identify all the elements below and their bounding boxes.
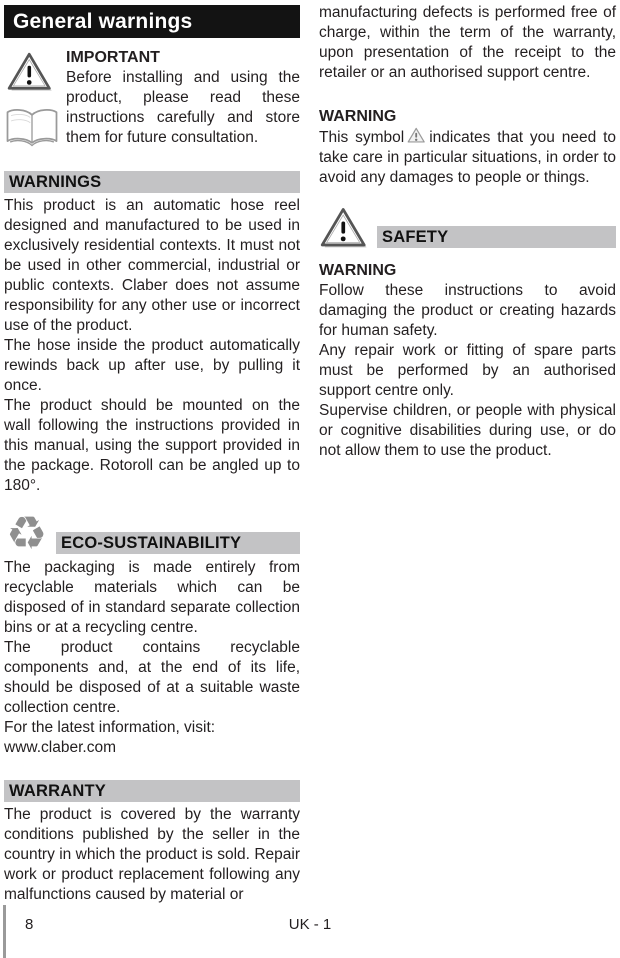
footer-language-code: UK - 1 [288,916,332,933]
claber-url: www.claber.com [4,739,116,756]
important-icons [4,48,66,150]
important-section [4,48,300,150]
symbol-warning-heading: WARNING [319,108,397,125]
safety-body [319,281,616,461]
warranty-continued: manufacturing defects is performed free of charge, within the term of the warranty, upon presentation of the receipt to the retailer or an authorised support centre. [319,4,616,81]
safety-section-header [319,205,616,251]
left-column [4,0,300,905]
important-heading: IMPORTANT [66,49,160,66]
symbol-warning-before: This symbol [319,129,405,146]
warnings-paragraph: The product should be mounted on the wall following the instructions provided in this manual, using the support provided in the package. Rotoroll can be angled up to 180°. [4,397,300,494]
recycle-icon: ♻ [6,507,48,559]
symbol-warning-body [319,127,616,188]
safety-paragraph: Supervise children, or people with physical or cognitive disabilities during use, or do not allow them to use the product. [319,402,616,459]
eco-section-header [4,507,300,559]
open-book-icon [4,106,60,150]
small-warning-triangle-icon [407,127,426,144]
warnings-body [4,196,300,496]
safety-header-bar: SAFETY [377,226,616,248]
page-title: General warnings [4,5,300,38]
eco-paragraph: The packaging is made entirely from recyclable materials which can be disposed of in standard separate collection bins or at a recycling centre. [4,559,300,636]
warranty-body: The product is covered by the warranty conditions published by the seller in the country in which the product is sold. Repair work or product replacement following any malfunctions caused by material or [4,806,300,903]
warnings-paragraph: This product is an automatic hose reel designed and manufactured to be used in exclusively residential contexts. It must not be used in other commercial, industrial or public contexts. Claber does not assume responsibility for any other use or incorrect use of the product. [4,197,300,334]
warnings-section-header: WARNINGS [4,171,300,193]
important-text [66,48,300,150]
safety-paragraph: Any repair work or fitting of spare parts must be performed by an authorised support centre only. [319,342,616,399]
warning-triangle-icon [6,50,54,94]
symbol-warning-after: indicates that you need to take care in particular situations, in order to avoid any damages to people or things. [319,129,616,186]
eco-body [4,558,300,758]
warning-triangle-icon [319,205,369,251]
eco-paragraph: The product contains recyclable components and, at the end of its life, should be disposed of at a suitable waste collection centre. [4,639,300,716]
eco-header-bar: ECO-SUSTAINABILITY [56,532,300,554]
warranty-section-header: WARRANTY [4,780,300,802]
safety-warning-heading: WARNING [319,262,397,279]
eco-paragraph: For the latest information, visit: [4,719,216,736]
warnings-paragraph: The hose inside the product automatically rewinds back up after use, by pulling it once. [4,337,300,394]
right-column [319,0,616,461]
safety-paragraph: Follow these instructions to avoid damaging the product or creating hazards for human safety. [319,282,616,339]
footer-page-number: 8 [25,916,34,933]
important-body: Before installing and using the product, please read these instructions carefully and store them for future consultation. [66,69,300,146]
